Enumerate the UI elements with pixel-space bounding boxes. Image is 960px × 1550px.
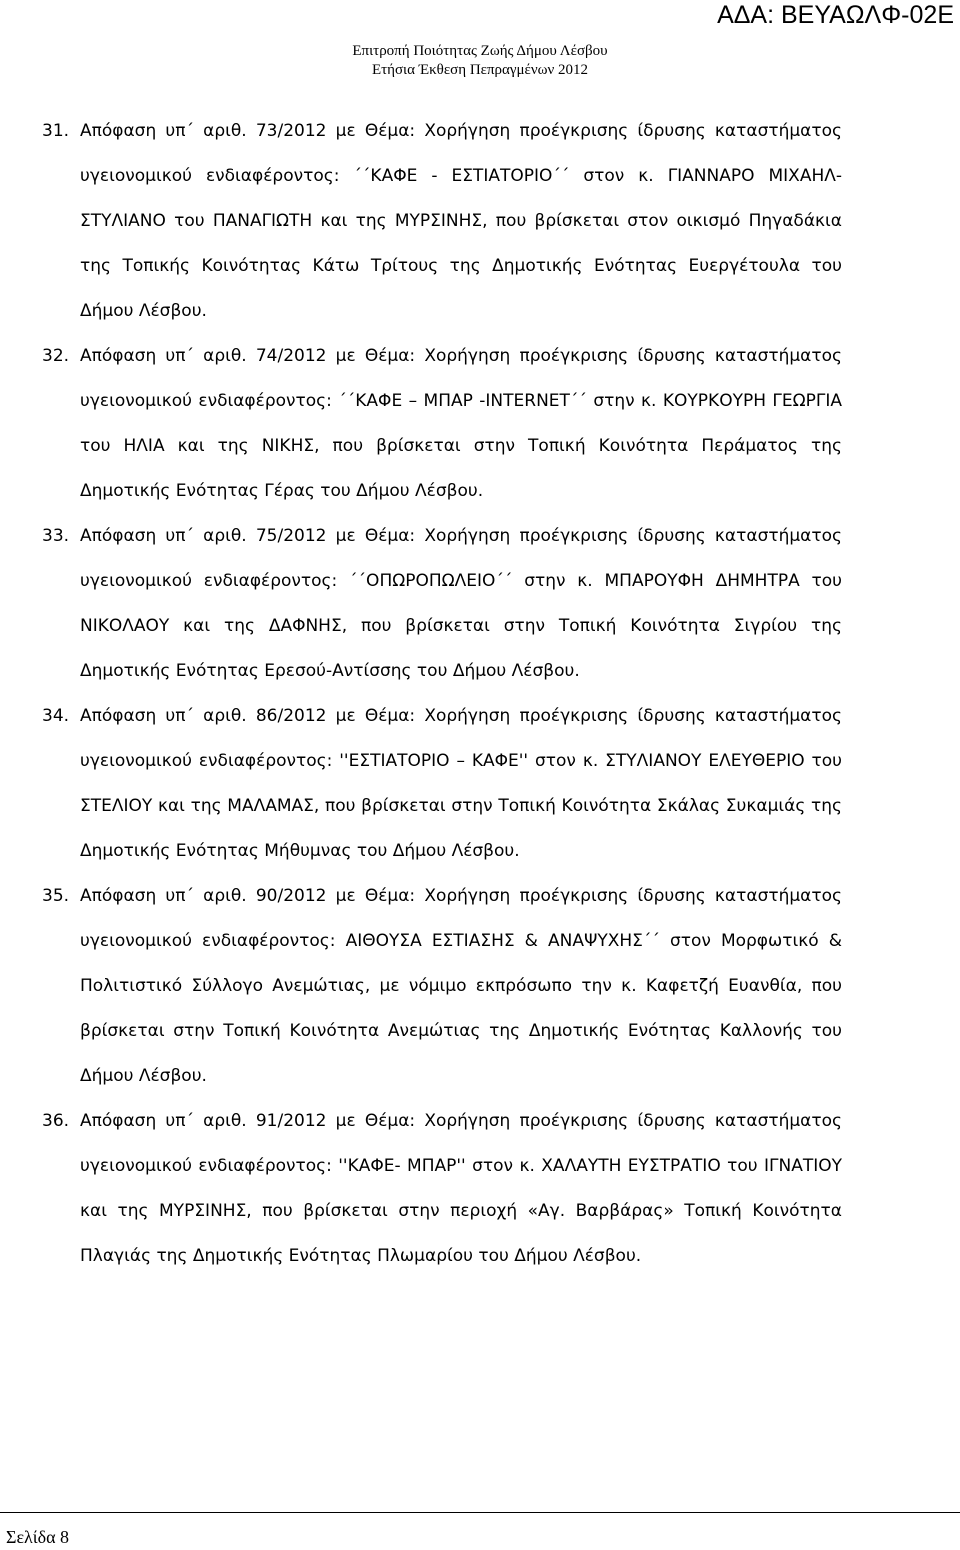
list-item-number: 35. [42,886,70,906]
list-item-number: 36. [42,1111,70,1131]
list-item-number: 31. [42,121,70,141]
list-item-text: Απόφαση υπ΄ αριθ. 74/2012 με Θέμα: Χορήγηση προέγκρισης ίδρυσης καταστήματος υγειονομικού ενδιαφέροντος: ΄΄ΚΑΦΕ – ΜΠΑΡ -INTERNET΄΄ στην κ. ΚΟΥΡΚΟΥΡΗ ΓΕΩΡΓΙΑ του ΗΛΙΑ και της ΝΙΚΗΣ, που βρίσκεται στην Τοπική Κοινότητα Περάματος της Δημοτικής Ενότητας Γέρας του Δήμου Λέσβου. [80,346,842,501]
list-item-text: Απόφαση υπ΄ αριθ. 75/2012 με Θέμα: Χορήγηση προέγκρισης ίδρυσης καταστήματος υγειονομικού ενδιαφέροντος: ΄΄ΟΠΩΡΟΠΩΛΕΙΟ΄΄ στην κ. ΜΠΑΡΟΥΦΗ ΔΗΜΗΤΡΑ του ΝΙΚΟΛΑΟΥ και της ΔΑΦΝΗΣ, που βρίσκεται στην Τοπική Κοινότητα Σιγρίου της Δημοτικής Ενότητας Ερεσού-Αντίσσης του Δήμου Λέσβου. [80,526,842,681]
list-item [42,109,842,334]
page-number: Σελίδα 8 [6,1527,70,1547]
list-item-text: Απόφαση υπ΄ αριθ. 86/2012 με Θέμα: Χορήγηση προέγκρισης ίδρυσης καταστήματος υγειονομικού ενδιαφέροντος: ''ΕΣΤΙΑΤΟΡΙΟ – ΚΑΦΕ'' στον κ. ΣΤΥΛΙΑΝΟΥ ΕΛΕΥΘΕΡΙΟ του ΣΤΕΛΙΟΥ και της ΜΑΛΑΜΑΣ, που βρίσκεται στην Τοπική Κοινότητα Σκάλας Συκαμιάς της Δημοτικής Ενότητας Μήθυμνας του Δήμου Λέσβου. [80,706,842,861]
list-item-text: Απόφαση υπ΄ αριθ. 73/2012 με Θέμα: Χορήγηση προέγκρισης ίδρυσης καταστήματος υγειονομικού ενδιαφέροντος: ΄΄ΚΑΦΕ - ΕΣΤΙΑΤΟΡΙΟ΄΄ στον κ. ΓΙΑΝΝΑΡΟ ΜΙΧΑΗΛ- ΣΤΥΛΙΑΝΟ του ΠΑΝΑΓΙΩΤΗ και της ΜΥΡΣΙΝΗΣ, που βρίσκεται στον οικισμό Πηγαδάκια της Τοπικής Κοινότητας Κάτω Τρίτους της Δημοτικής Ενότητας Ευεργέτουλα του Δήμου Λέσβου. [80,121,842,321]
list-item-number: 33. [42,526,70,546]
list-item [42,694,842,874]
decision-list [42,109,842,1279]
ada-code: ΑΔΑ: ΒΕΥΑΩΛΦ-02Ε [717,1,954,29]
list-item-number: 34. [42,706,70,726]
document-header [0,42,960,80]
list-item [42,514,842,694]
header-report-title: Ετήσια Έκθεση Πεπραγμένων 2012 [371,62,589,78]
header-committee-name: Επιτροπή Ποιότητας Ζωής Δήμου Λέσβου [352,43,608,59]
list-item [42,334,842,514]
list-item [42,1099,842,1279]
list-item-text: Απόφαση υπ΄ αριθ. 91/2012 με Θέμα: Χορήγηση προέγκρισης ίδρυσης καταστήματος υγειονομικού ενδιαφέροντος: ''ΚΑΦΕ- ΜΠΑΡ'' στον κ. ΧΑΛΑΥΤΗ ΕΥΣΤΡΑΤΙΟ του ΙΓΝΑΤΙΟΥ και της ΜΥΡΣΙΝΗΣ, που βρίσκεται στην περιοχή «Αγ. Βαρβάρας» Τοπική Κοινότητα Πλαγιάς της Δημοτικής Ενότητας Πλωμαρίου του Δήμου Λέσβου. [80,1111,842,1266]
list-item [42,874,842,1099]
list-item-text: Απόφαση υπ΄ αριθ. 90/2012 με Θέμα: Χορήγηση προέγκρισης ίδρυσης καταστήματος υγειονομικού ενδιαφέροντος: ΑΙΘΟΥΣΑ ΕΣΤΙΑΣΗΣ & ΑΝΑΨΥΧΗΣ΄΄ στον Μορφωτικό & Πολιτιστικό Σύλλογο Ανεμώτιας, με νόμιμο εκπρόσωπο την κ. Καφετζή Ευανθία, που βρίσκεται στην Τοπική Κοινότητα Ανεμώτιας της Δημοτικής Ενότητας Καλλονής του Δήμου Λέσβου. [80,886,842,1086]
list-item-number: 32. [42,346,70,366]
footer-divider [0,1512,960,1513]
